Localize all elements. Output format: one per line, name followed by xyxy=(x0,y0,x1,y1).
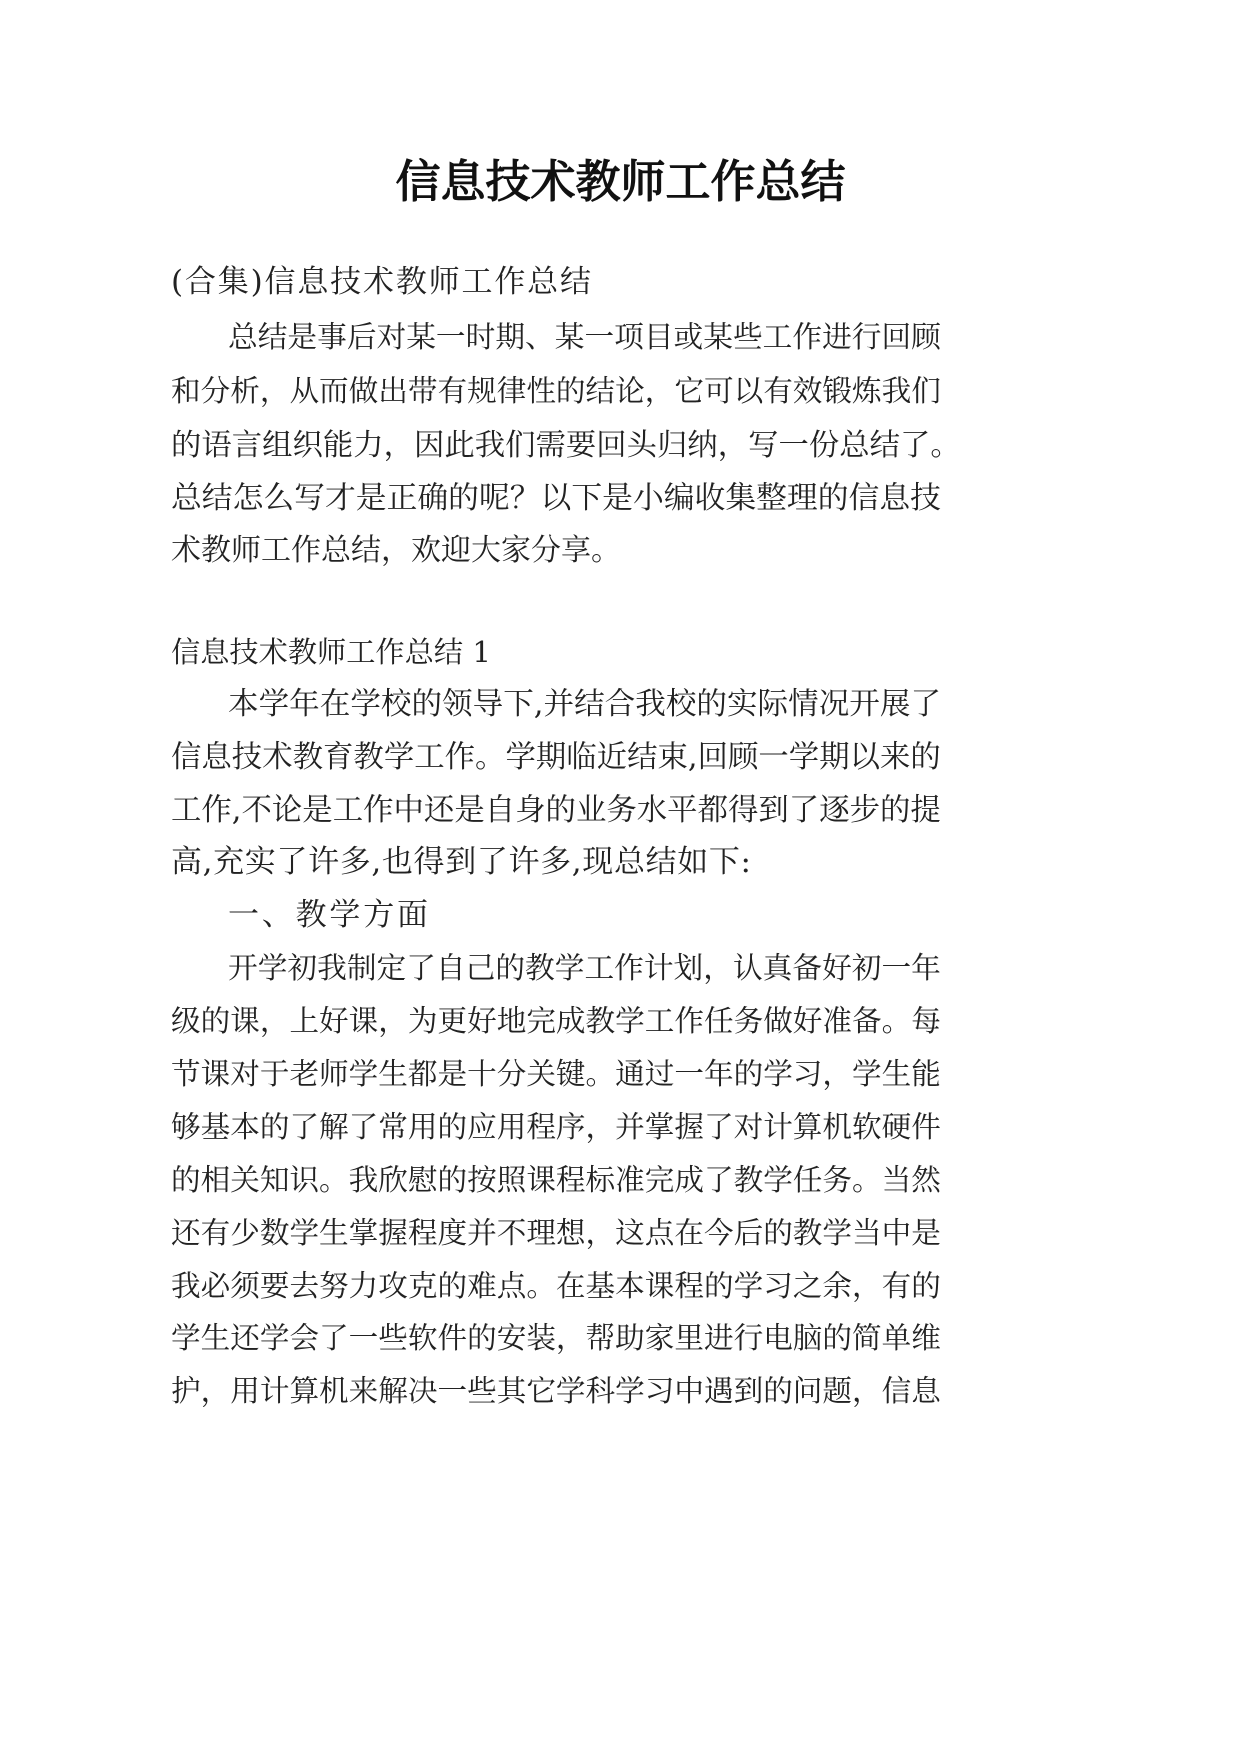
paragraph-line xyxy=(0,1213,1241,1253)
document-title: 信息技术教师工作总结 xyxy=(395,155,846,208)
text-line: 学生还学会了一些软件的安装，帮助家里进行电脑的简单维 xyxy=(171,1321,941,1355)
text-line: 还有少数学生掌握程度并不理想，这点在今后的教学当中是 xyxy=(171,1216,941,1250)
text-line: 高,充实了许多,也得到了许多,现总结如下: xyxy=(171,844,752,880)
text-line: 信息技术教育教学工作。学期临近结束,回顾一学期以来的 xyxy=(171,740,941,775)
paragraph-line xyxy=(0,1371,1241,1411)
text-line: 的相关知识。我欣慰的按照课程标准完成了教学任务。当然 xyxy=(171,1163,941,1197)
text-line: 级的课，上好课，为更好地完成教学工作任务做好准备。每 xyxy=(171,1004,941,1038)
text-line: 够基本的了解了常用的应用程序，并掌握了对计算机软硬件 xyxy=(171,1110,941,1144)
paragraph-line xyxy=(0,842,1241,882)
paragraph-line xyxy=(0,1054,1241,1094)
paragraph-line xyxy=(0,371,1241,411)
paragraph-line xyxy=(0,684,1241,725)
paragraph-line xyxy=(0,1107,1241,1147)
section-heading xyxy=(0,632,1241,672)
text-line: 工作,不论是工作中还是自身的业务水平都得到了逐步的提 xyxy=(171,793,941,828)
paragraph-line xyxy=(0,478,1241,518)
text-line: 总结怎么写才是正确的呢？以下是小编收集整理的信息技 xyxy=(171,480,941,516)
text-line: 的语言组织能力，因此我们需要回头归纳，写一份总结了。 xyxy=(171,428,961,463)
paragraph-line xyxy=(0,1318,1241,1358)
paragraph-line xyxy=(0,737,1241,778)
text-line: (合集)信息技术教师工作总结 xyxy=(171,264,593,300)
document-subtitle xyxy=(0,262,1241,302)
subsection-heading xyxy=(0,895,1241,935)
paragraph-line xyxy=(0,790,1241,831)
paragraph-line xyxy=(0,1001,1241,1041)
text-line: 术教师工作总结，欢迎大家分享。 xyxy=(171,533,621,568)
paragraph-line xyxy=(0,1266,1241,1306)
text-line: 本学年在学校的领导下,并结合我校的实际情况开展了 xyxy=(228,687,942,722)
paragraph-line xyxy=(0,530,1241,571)
text-line: 我必须要去努力攻克的难点。在基本课程的学习之余，有的 xyxy=(171,1269,941,1303)
text-line: 和分析，从而做出带有规律性的结论，它可以有效锻炼我们 xyxy=(171,374,941,408)
paragraph-line xyxy=(0,425,1241,466)
text-line: 节课对于老师学生都是十分关键。通过一年的学习，学生能 xyxy=(171,1057,941,1091)
text-line: 一、教学方面 xyxy=(228,897,431,933)
paragraph-line xyxy=(0,1160,1241,1200)
paragraph-line xyxy=(0,317,1241,358)
text-line: 信息技术教师工作总结 1 xyxy=(171,635,491,669)
text-line: 总结是事后对某一时期、某一项目或某些工作进行回顾 xyxy=(228,320,941,355)
paragraph-line xyxy=(0,948,1241,989)
text-line: 开学初我制定了自己的教学工作计划，认真备好初一年 xyxy=(228,951,941,986)
text-line: 护，用计算机来解决一些其它学科学习中遇到的问题，信息 xyxy=(171,1374,941,1408)
